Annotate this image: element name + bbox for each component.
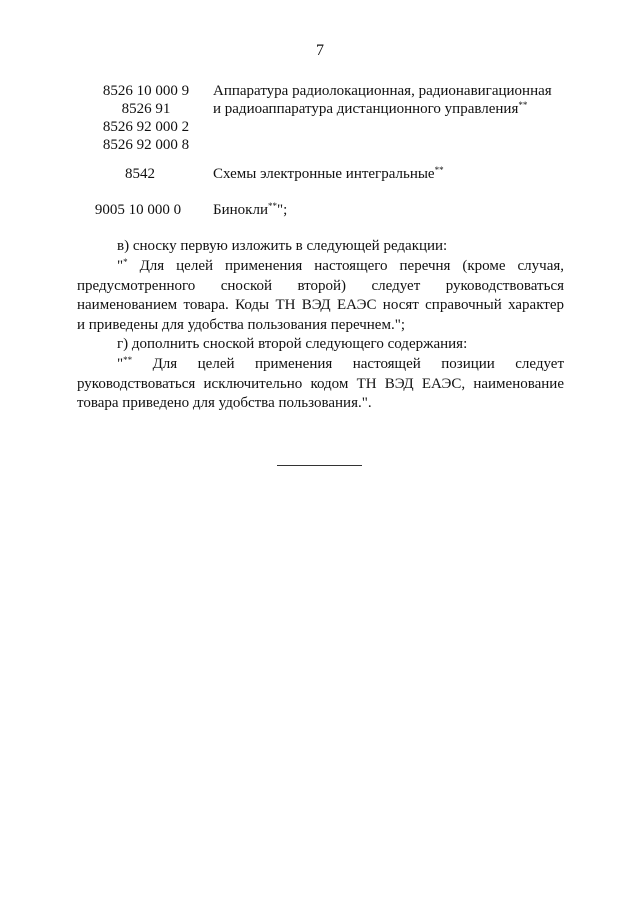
paragraph-line: Для целей применения настоящей позиции следует [152,356,564,372]
commodity-code: 9005 10 000 0 [94,202,182,218]
amendment-intro-g [77,335,564,355]
paragraph-text: в) сноску первую изложить в следующей редакции: [117,238,448,254]
commodity-code: 8526 10 000 9 [102,83,190,99]
footnote-mark: ** [434,165,444,175]
paragraph-line: наименованием товара. Коды ТН ВЭД ЕАЭС носят справочный характер [77,297,564,313]
commodity-code: 8526 92 000 8 [102,137,190,153]
footnote-mark: * [123,257,128,267]
commodity-codes [85,82,207,154]
footnote-mark: ** [123,355,133,365]
commodity-description [213,201,573,219]
open-quote: " [117,258,124,274]
commodity-description [213,82,573,118]
description-line: Схемы электронные интегральные [213,166,435,182]
page-number: 7 [316,42,324,59]
paragraph-text: г) дополнить сноской второй следующего содержания: [117,336,468,352]
footnote-mark: ** [518,100,528,110]
closing-quote: "; [276,202,288,218]
description-line: Бинокли [213,202,268,218]
commodity-description [213,165,573,183]
footnote-two-text [77,355,564,414]
description-line: Аппаратура радиолокационная, радионавигационная [213,83,552,99]
commodity-code: 8526 92 000 2 [102,119,190,135]
footnote-one-text [77,257,564,335]
paragraph-line: и приведены для удобства пользования перечнем."; [77,316,405,333]
footnote-mark: ** [267,201,277,211]
description-line: и радиоаппаратура дистанционного управления [213,101,519,117]
commodity-codes [77,201,199,219]
paragraph-line: товара приведено для удобства пользования.". [77,395,372,411]
paragraph-line: руководствоваться исключительно кодом ТН ВЭД ЕАЭС, наименование [77,375,564,392]
open-quote: " [117,356,124,372]
end-separator-line [277,465,362,466]
commodity-codes [79,165,201,183]
amendment-intro-v [77,237,564,257]
commodity-code: 8526 91 [121,101,171,117]
paragraph-line: предусмотренного сноской второй) следует руководствоваться [77,277,564,294]
paragraph-line: Для целей применения настоящего перечня (кроме случая, [139,258,564,274]
commodity-code: 8542 [125,166,155,182]
